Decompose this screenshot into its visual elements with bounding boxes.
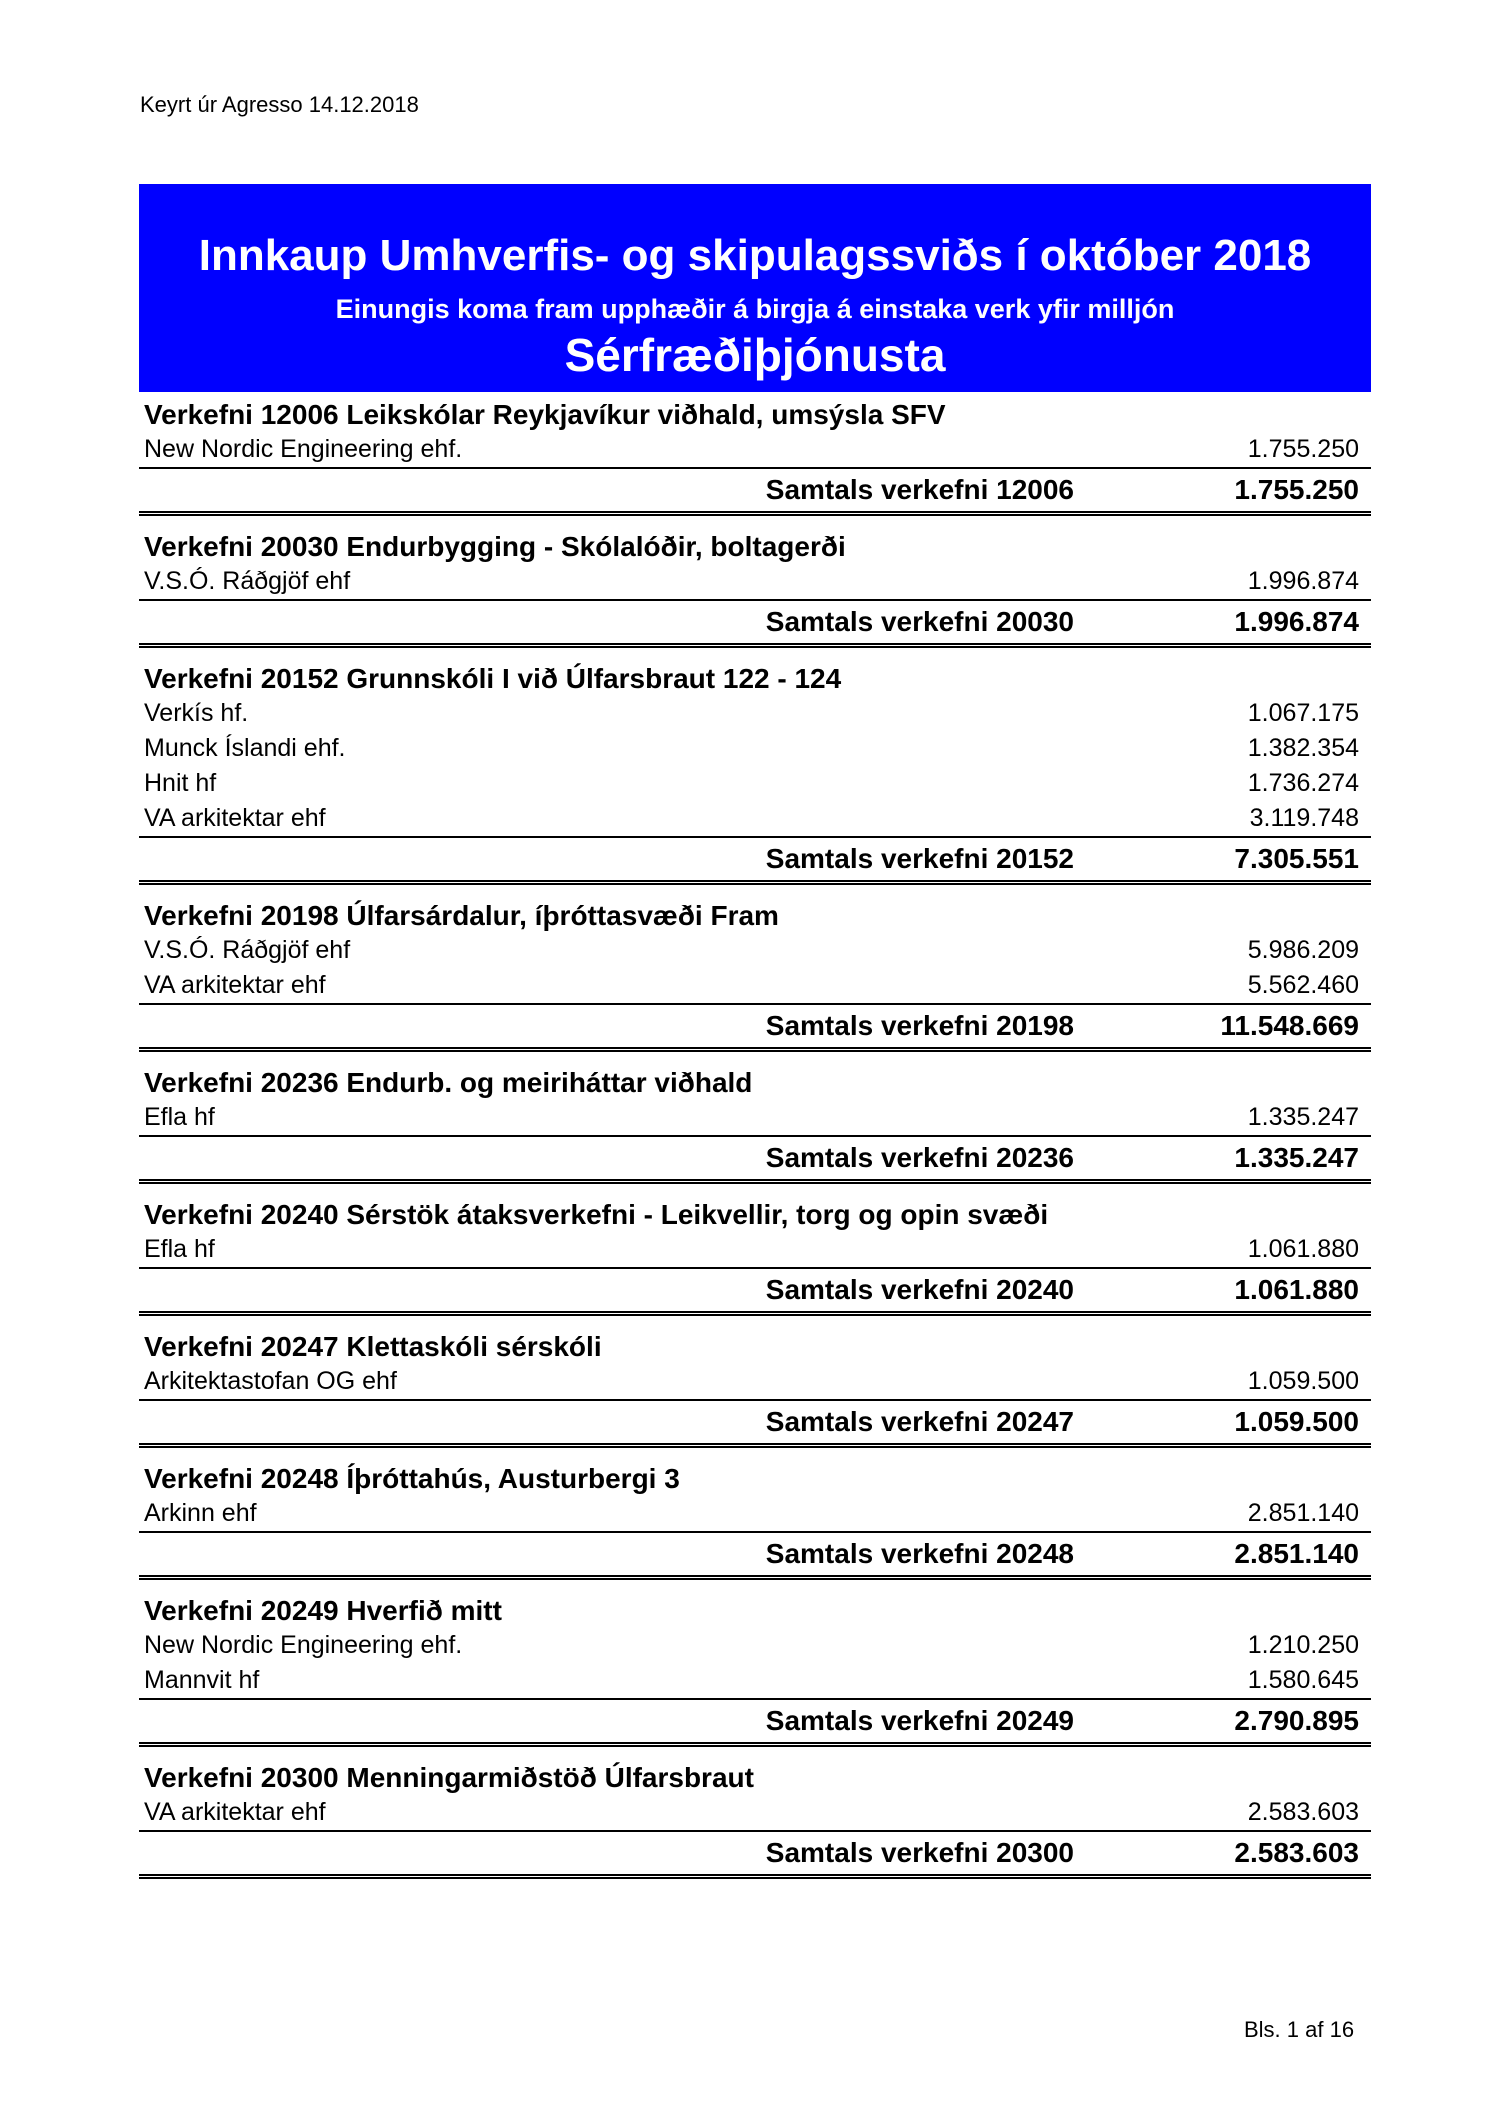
total-row	[139, 1003, 1371, 1052]
project-block	[139, 1462, 1371, 1580]
project-title: Verkefni 20236 Endurb. og meiriháttar viðhald	[144, 1067, 753, 1098]
total-row	[139, 599, 1371, 648]
vendor-row	[139, 1100, 1371, 1135]
project-block	[139, 1066, 1371, 1184]
vendor-amount: 1.210.250	[1247, 1631, 1359, 1659]
total-amount: 1.996.874	[1234, 606, 1359, 637]
project-title: Verkefni 20152 Grunnskóli I við Úlfarsbraut 122 - 124	[144, 663, 842, 694]
total-label: Samtals verkefni 20030	[765, 606, 1074, 637]
total-amount: 7.305.551	[1234, 843, 1359, 874]
total-label: Samtals verkefni 20240	[765, 1274, 1074, 1305]
project-block	[139, 1761, 1371, 1879]
project-title: Verkefni 20240 Sérstök átaksverkefni - Leikvellir, torg og opin svæði	[144, 1199, 1049, 1230]
purchases-table	[139, 398, 1371, 1893]
total-row	[139, 1135, 1371, 1184]
vendor-amount: 1.067.175	[1247, 699, 1359, 727]
vendor-amount: 2.851.140	[1247, 1499, 1359, 1527]
vendor-row	[139, 1364, 1371, 1399]
vendor-amount: 3.119.748	[1249, 804, 1359, 832]
total-row	[139, 1399, 1371, 1448]
project-block	[139, 1330, 1371, 1448]
vendor-name: New Nordic Engineering ehf.	[144, 1631, 463, 1659]
vendor-name: VA arkitektar ehf	[144, 1798, 326, 1826]
total-row	[139, 836, 1371, 885]
project-title: Verkefni 12006 Leikskólar Reykjavíkur viðhald, umsýsla SFV	[144, 399, 946, 430]
vendor-amount: 2.583.603	[1247, 1798, 1359, 1826]
total-label: Samtals verkefni 20152	[765, 843, 1074, 874]
total-amount: 1.061.880	[1234, 1274, 1359, 1305]
vendor-name: Efla hf	[144, 1103, 215, 1131]
vendor-amount: 1.061.880	[1247, 1235, 1359, 1263]
project-block	[139, 398, 1371, 516]
vendor-name: Efla hf	[144, 1235, 215, 1263]
total-amount: 11.548.669	[1220, 1010, 1359, 1041]
total-amount: 2.790.895	[1234, 1705, 1359, 1736]
page-number: Bls. 1 af 16	[1244, 2017, 1355, 2042]
vendor-name: VA arkitektar ehf	[144, 804, 326, 832]
vendor-name: VA arkitektar ehf	[144, 971, 326, 999]
vendor-name: Arkinn ehf	[144, 1499, 257, 1527]
vendor-amount: 1.755.250	[1247, 435, 1359, 463]
vendor-row	[139, 933, 1371, 968]
vendor-row	[139, 1628, 1371, 1663]
vendor-amount: 1.996.874	[1247, 567, 1359, 595]
project-block	[139, 530, 1371, 648]
total-label: Samtals verkefni 20300	[765, 1837, 1074, 1868]
project-title: Verkefni 20300 Menningarmiðstöð Úlfarsbraut	[144, 1762, 754, 1793]
vendor-name: Mannvit hf	[144, 1666, 260, 1694]
vendor-name: Arkitektastofan OG ehf	[144, 1367, 397, 1395]
vendor-amount: 1.335.247	[1247, 1103, 1359, 1131]
vendor-row	[139, 1232, 1371, 1267]
vendor-amount: 1.580.645	[1247, 1666, 1359, 1694]
total-label: Samtals verkefni 20248	[765, 1538, 1074, 1569]
vendor-row	[139, 1663, 1371, 1698]
title-banner	[139, 184, 1371, 392]
total-label: Samtals verkefni 20247	[765, 1406, 1074, 1437]
vendor-row	[139, 766, 1371, 801]
total-amount: 2.851.140	[1234, 1538, 1359, 1569]
vendor-amount: 5.986.209	[1247, 936, 1359, 964]
vendor-amount: 1.736.274	[1247, 769, 1359, 797]
vendor-row	[139, 1496, 1371, 1531]
project-title: Verkefni 20030 Endurbygging - Skólalóðir, boltagerði	[144, 531, 846, 562]
total-row	[139, 1830, 1371, 1879]
project-title: Verkefni 20249 Hverfið mitt	[144, 1595, 502, 1626]
report-title: Innkaup Umhverfis- og skipulagssviðs í október 2018	[198, 231, 1312, 280]
vendor-row	[139, 564, 1371, 599]
project-title: Verkefni 20198 Úlfarsárdalur, íþróttasvæði Fram	[144, 900, 779, 931]
total-amount: 2.583.603	[1234, 1837, 1359, 1868]
vendor-row	[139, 432, 1371, 467]
vendor-amount: 5.562.460	[1247, 971, 1359, 999]
vendor-amount: 1.059.500	[1247, 1367, 1359, 1395]
vendor-row	[139, 1795, 1371, 1830]
project-block	[139, 1198, 1371, 1316]
source-note: Keyrt úr Agresso 14.12.2018	[140, 92, 419, 117]
total-label: Samtals verkefni 20236	[765, 1142, 1074, 1173]
vendor-name: V.S.Ó. Ráðgjöf ehf	[144, 567, 351, 595]
vendor-name: New Nordic Engineering ehf.	[144, 435, 463, 463]
vendor-amount: 1.382.354	[1247, 734, 1359, 762]
project-title: Verkefni 20247 Klettaskóli sérskóli	[144, 1331, 602, 1362]
total-label: Samtals verkefni 20198	[765, 1010, 1074, 1041]
vendor-name: V.S.Ó. Ráðgjöf ehf	[144, 936, 351, 964]
project-title: Verkefni 20248 Íþróttahús, Austurbergi 3	[144, 1463, 680, 1494]
project-block	[139, 662, 1371, 885]
total-label: Samtals verkefni 20249	[765, 1705, 1074, 1736]
total-row	[139, 1531, 1371, 1580]
vendor-name: Munck Íslandi ehf.	[144, 734, 346, 762]
total-amount: 1.755.250	[1234, 474, 1359, 505]
vendor-name: Verkís hf.	[144, 699, 249, 727]
project-block	[139, 1594, 1371, 1747]
report-subtitle: Einungis koma fram upphæðir á birgja á einstaka verk yfir milljón	[335, 294, 1175, 324]
vendor-row	[139, 731, 1371, 766]
vendor-row	[139, 968, 1371, 1003]
vendor-row	[139, 801, 1371, 836]
total-row	[139, 467, 1371, 516]
vendor-row	[139, 696, 1371, 731]
vendor-name: Hnit hf	[144, 769, 217, 797]
project-block	[139, 899, 1371, 1052]
category-heading: Sérfræðiþjónusta	[564, 329, 946, 381]
total-row	[139, 1267, 1371, 1316]
total-amount: 1.335.247	[1234, 1142, 1359, 1173]
total-label: Samtals verkefni 12006	[765, 474, 1074, 505]
total-amount: 1.059.500	[1234, 1406, 1359, 1437]
total-row	[139, 1698, 1371, 1747]
